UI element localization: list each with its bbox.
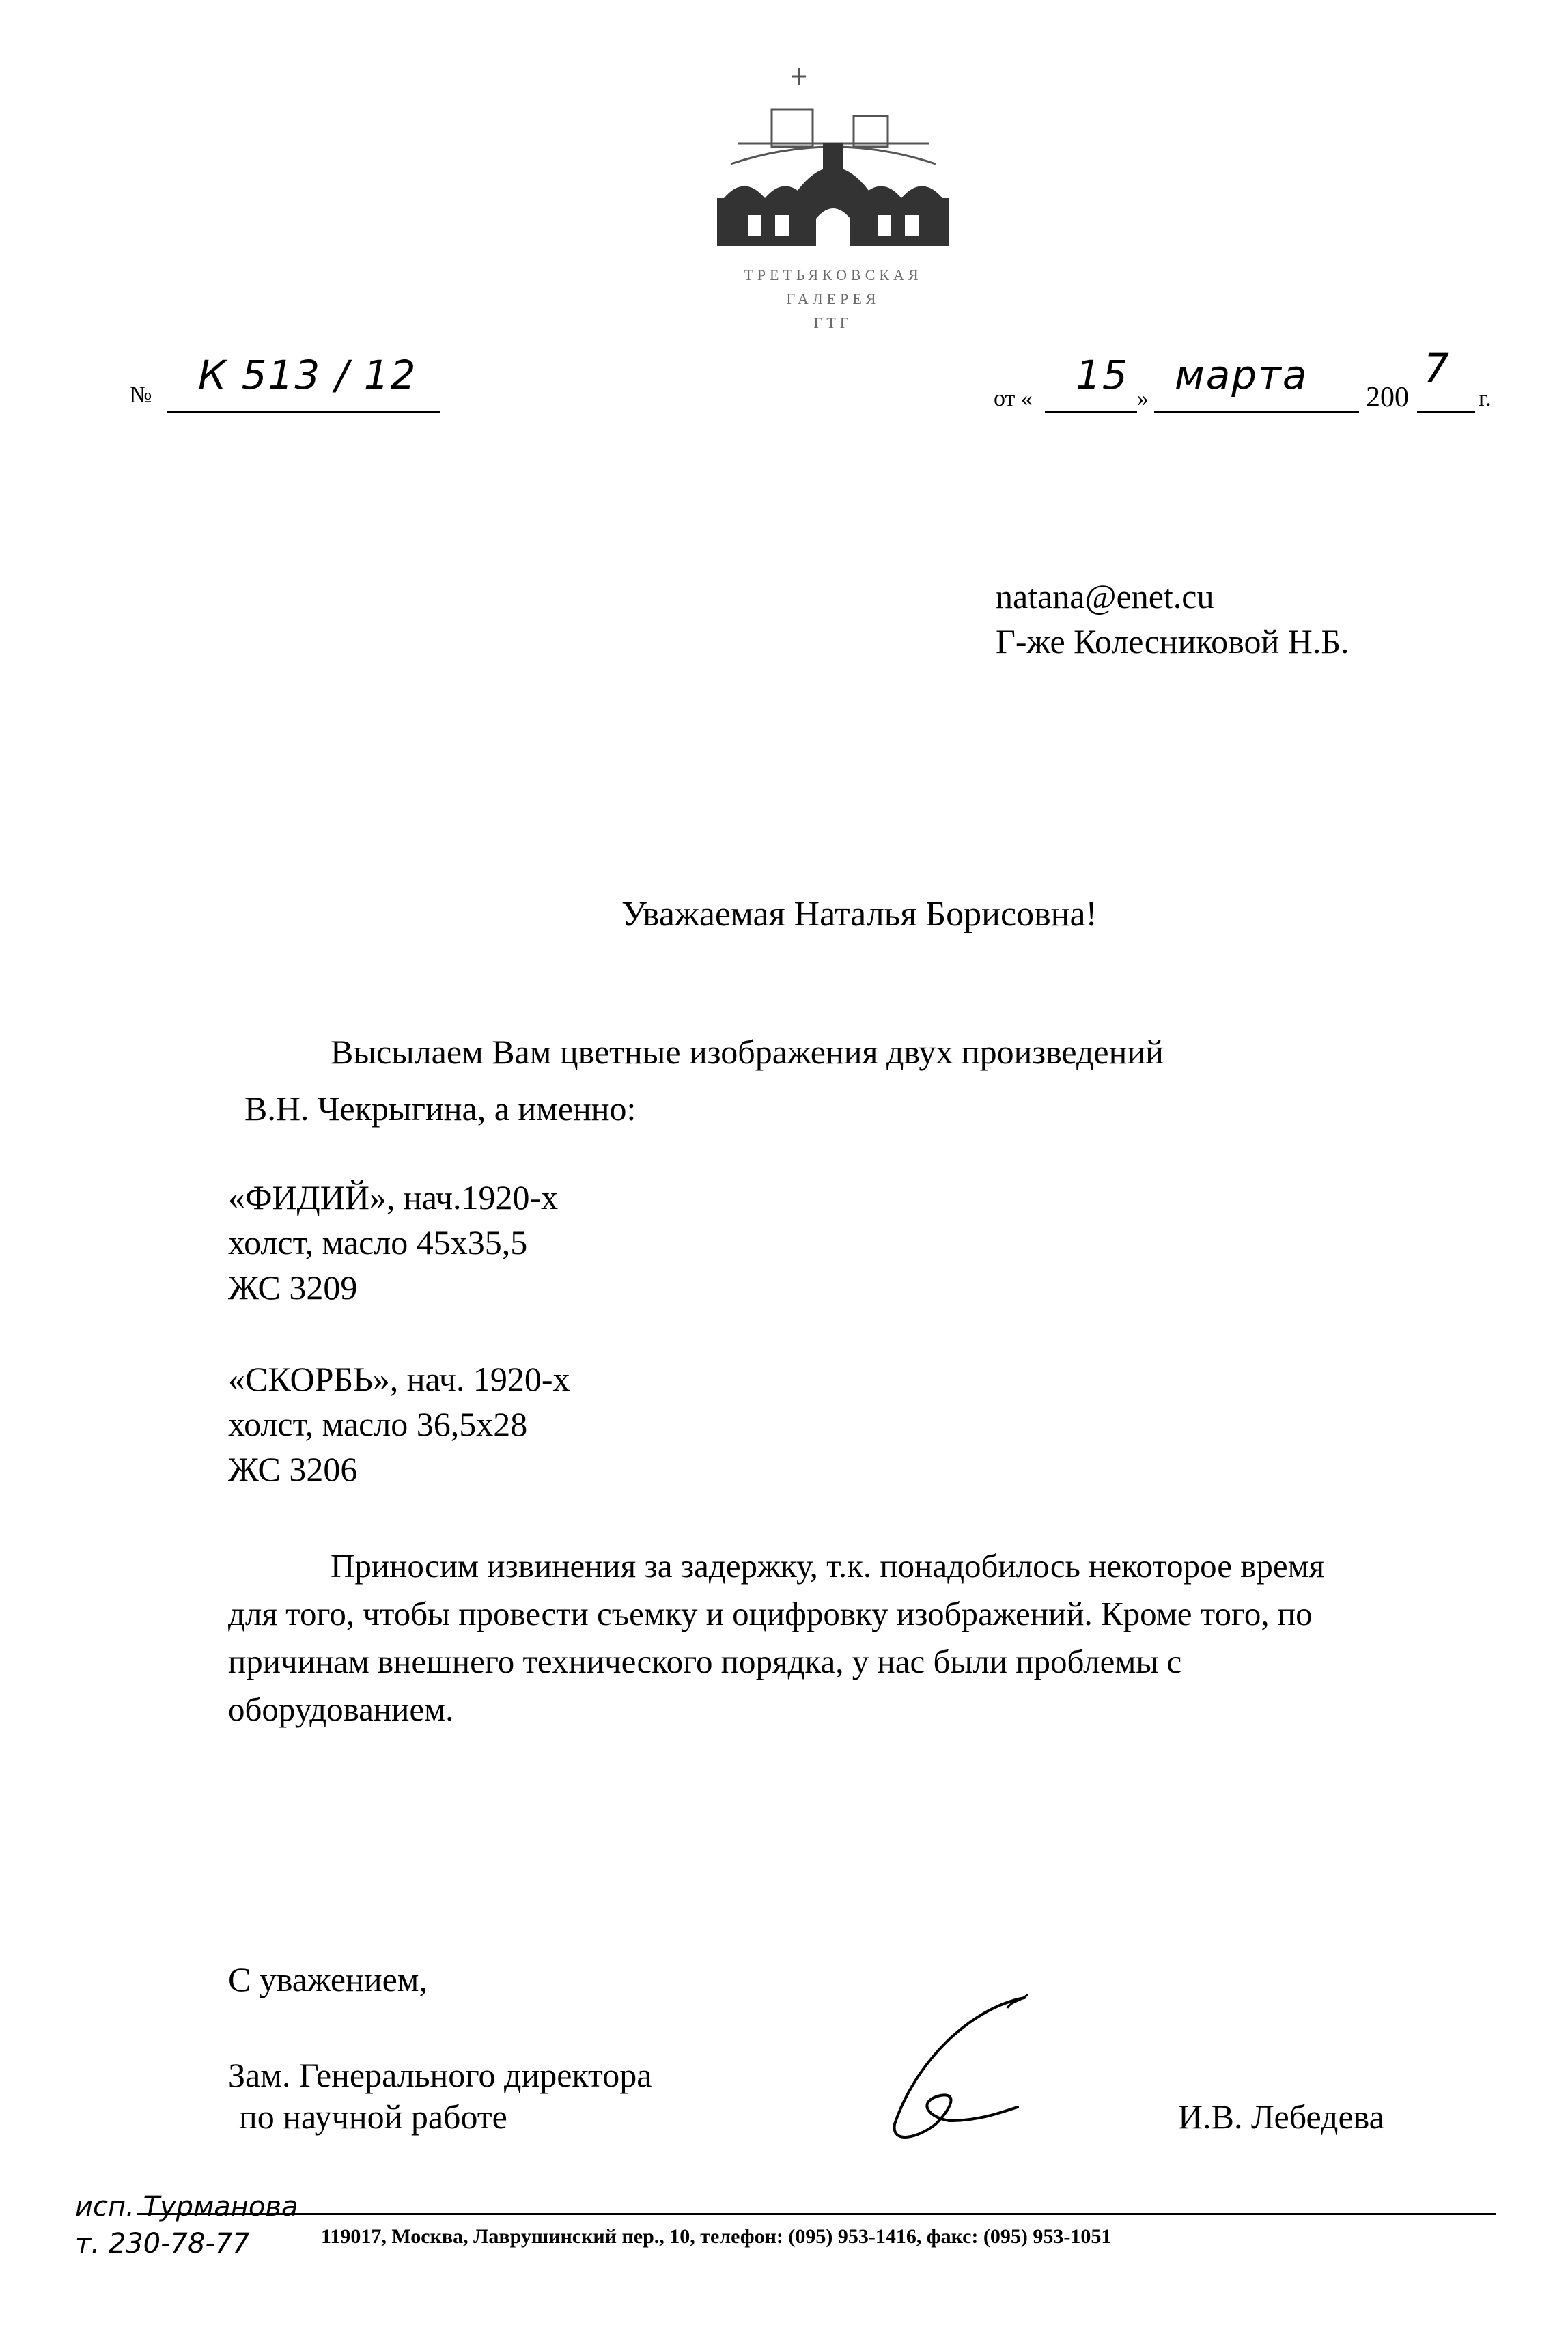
recipient-name: Г-же Колесниковой Н.Б. [996, 622, 1349, 660]
number-prefix: № [130, 382, 152, 408]
recipient-email: natana@enet.cu [996, 577, 1214, 615]
paragraph-2-line-2: для того, чтобы провести съемку и оцифровку изображений. Кроме того, по [228, 1595, 1313, 1632]
paragraph-1-line-2: В.Н. Чекрыгина, а именно: [244, 1089, 636, 1128]
greeting: Уважаемая Наталья Борисовна! [621, 895, 1097, 934]
date-year-prefix: 200 [1366, 382, 1409, 413]
date-day: 15 [1076, 352, 1129, 398]
signatory-title-1: Зам. Генерального директора [228, 2056, 652, 2094]
date-month-underline [1154, 411, 1359, 413]
work-1-inventory: ЖС 3209 [228, 1268, 358, 1307]
signatory-title-2: по научной работе [239, 2098, 507, 2136]
work-2-title: «СКОРБЬ», нач. 1920-х [228, 1360, 570, 1398]
paragraph-1-line-1: Высылаем Вам цветные изображения двух произведений [331, 1033, 1164, 1071]
work-1-medium: холст, масло 45х35,5 [228, 1223, 528, 1262]
paragraph-2-line-3: причинам внешнего технического порядка, у нас были проблемы с [228, 1643, 1182, 1680]
letterhead-line-2: ГАЛЕРЕЯ [786, 290, 880, 307]
footer-address: 119017, Москва, Лаврушинский пер., 10, телефон: (095) 953-1416, факс: (095) 953-1051 [321, 2225, 1112, 2248]
date-year-digit: 7 [1424, 345, 1451, 391]
letterhead-line-3: ГТГ [813, 314, 853, 331]
date-year-underline [1417, 411, 1475, 413]
date-suffix: г. [1479, 386, 1492, 411]
date-day-underline [1045, 411, 1137, 413]
date-prefix: от « [994, 386, 1033, 411]
work-2-medium: холст, масло 36,5х28 [228, 1405, 528, 1443]
work-2-inventory: ЖС 3206 [228, 1450, 358, 1488]
handwritten-note-executor: исп. Турманова [75, 2191, 298, 2223]
letterhead-logo [690, 55, 977, 355]
handwritten-note-phone: т. 230-78-77 [75, 2228, 250, 2259]
work-1-title: «ФИДИЙ», нач.1920-х [228, 1178, 559, 1216]
date-month: марта [1175, 352, 1308, 398]
closing: С уважением, [228, 1960, 428, 1998]
handwritten-signature [854, 1981, 1052, 2165]
signatory-name: И.В. Лебедева [1178, 2098, 1384, 2136]
date-mid: » [1137, 386, 1149, 411]
paragraph-2-line-4: оборудованием. [228, 1690, 454, 1728]
letterhead-line-1: ТРЕТЬЯКОВСКАЯ [744, 266, 923, 283]
number-underline [167, 411, 440, 413]
gallery-building-emblem [690, 55, 977, 287]
paragraph-2-line-1: Приносим извинения за задержку, т.к. понадобилось некоторое время [331, 1547, 1325, 1585]
footer-rule [137, 2213, 1496, 2215]
document-number: К 513 / 12 [198, 352, 417, 398]
